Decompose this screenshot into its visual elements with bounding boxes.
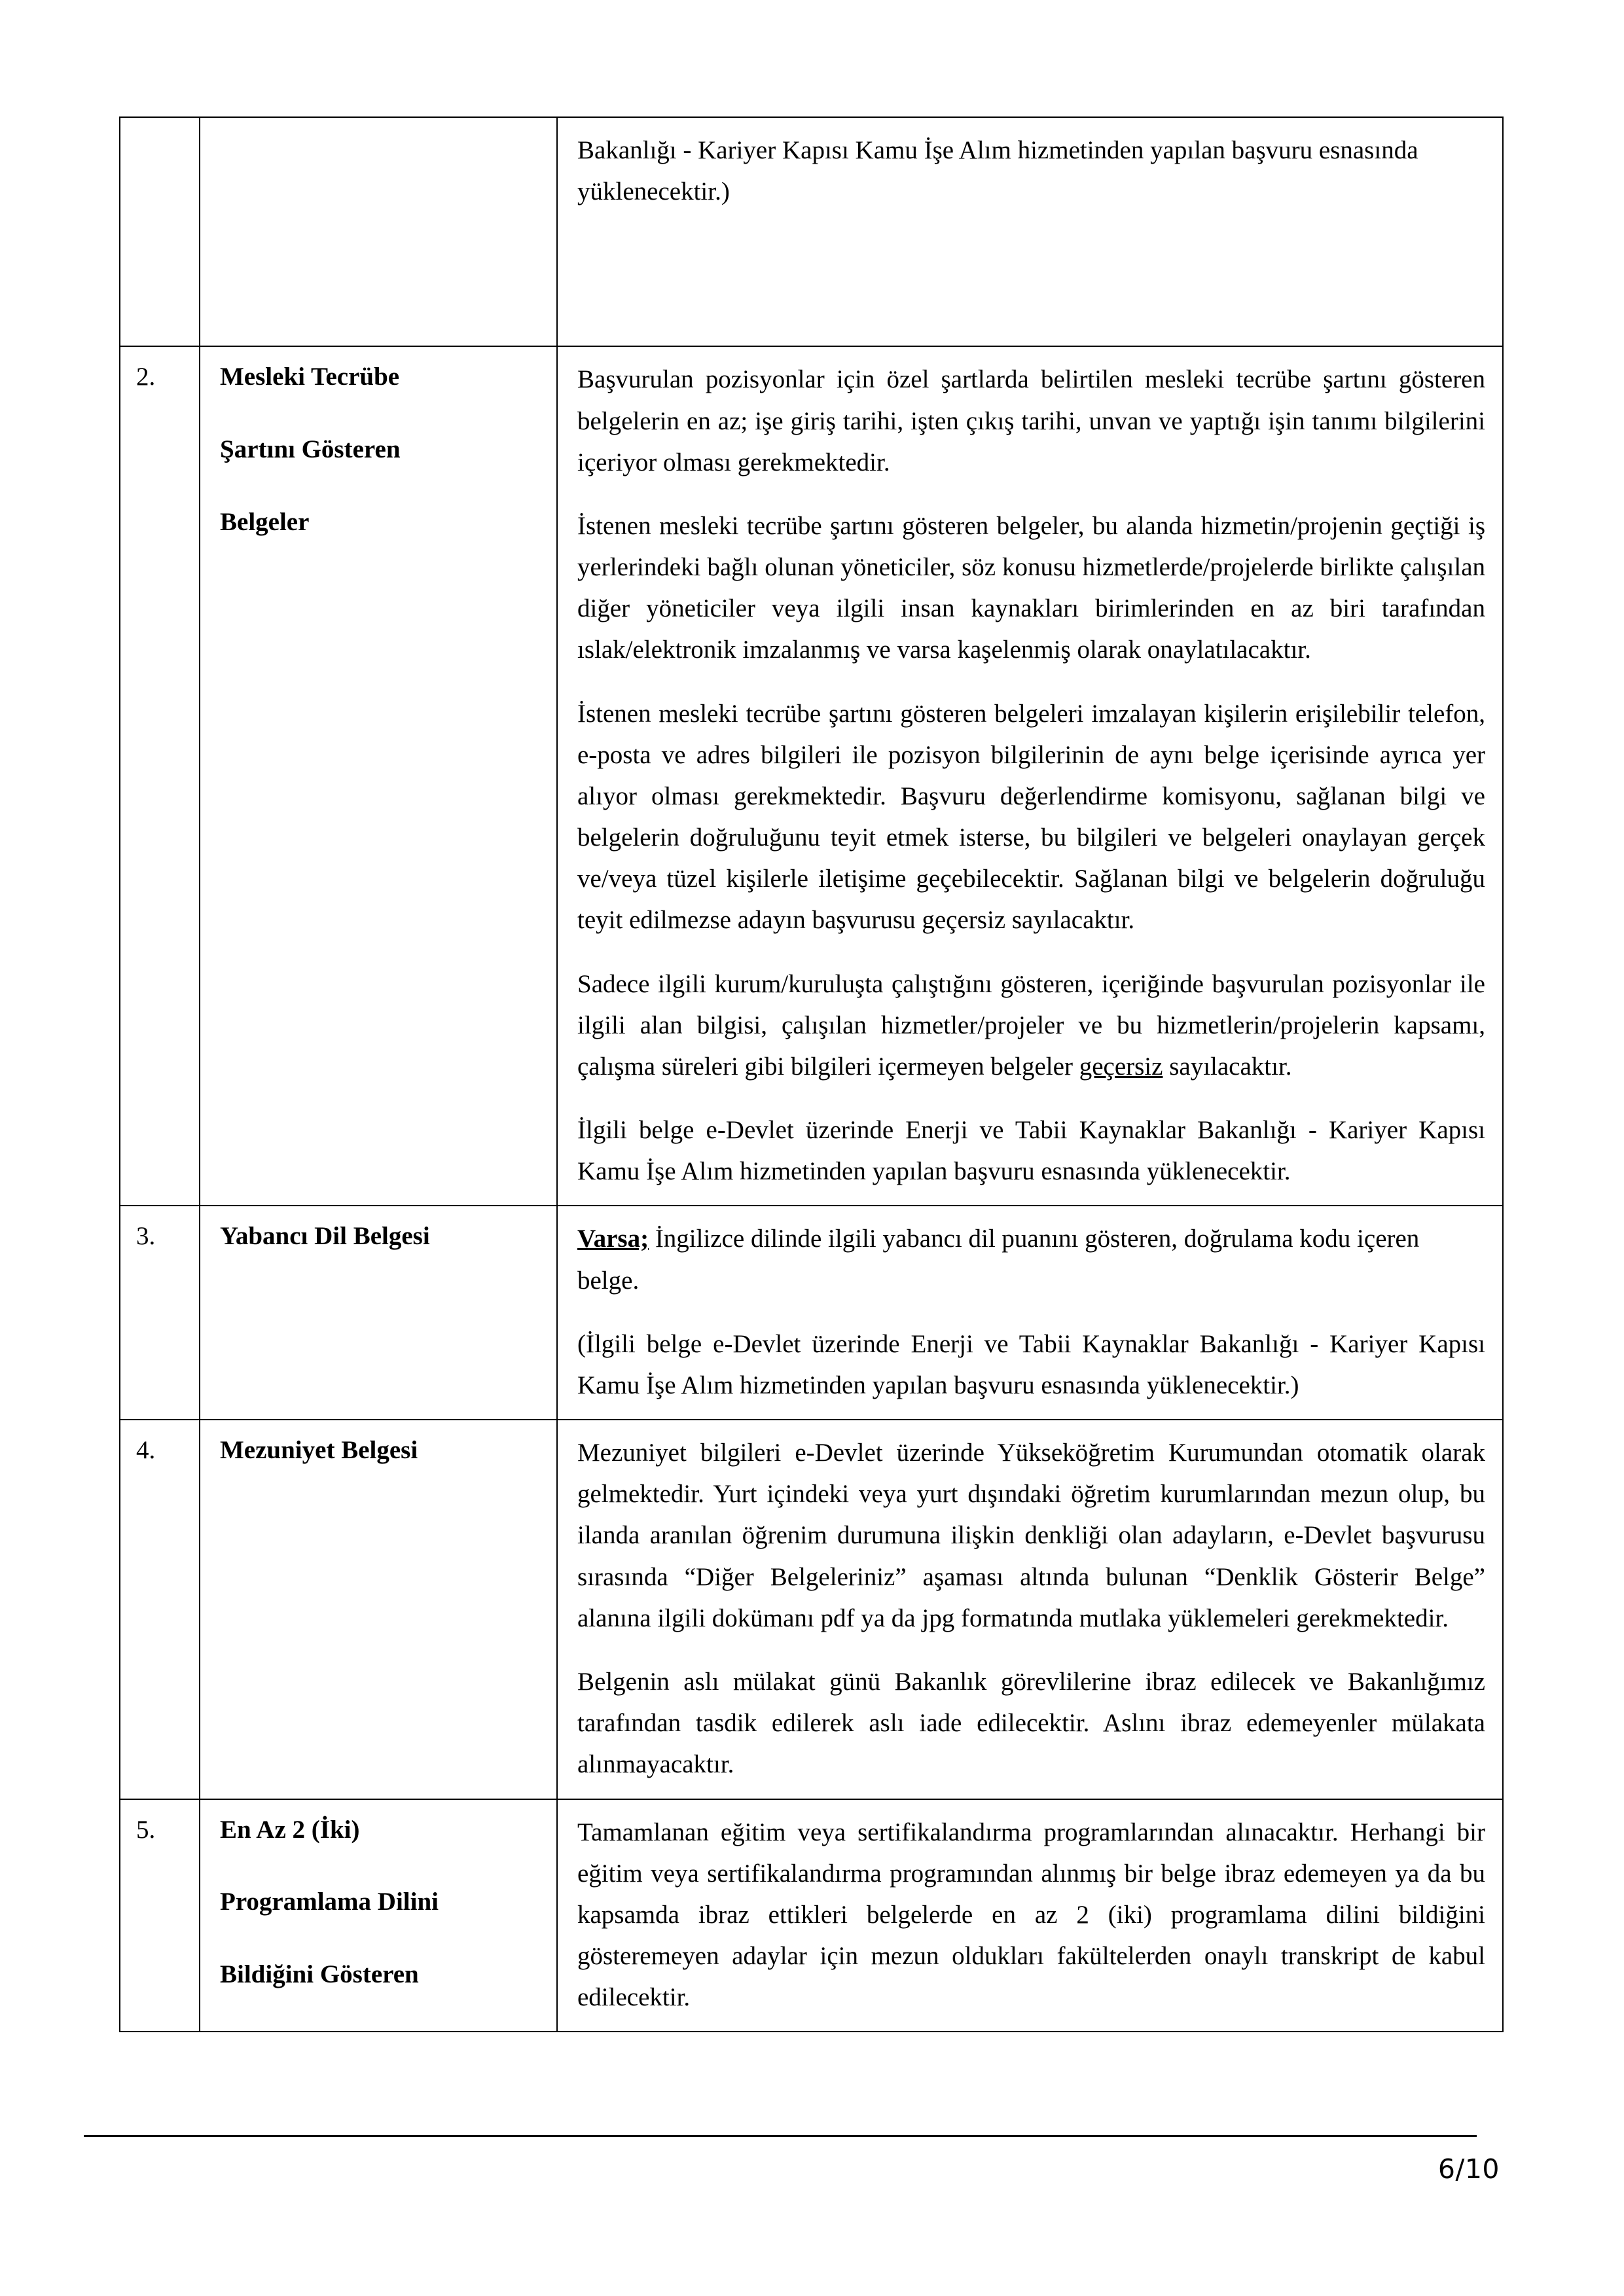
row-label-cell <box>200 1799 557 2032</box>
row-label <box>200 347 556 552</box>
paragraph: Mezuniyet bilgileri e-Devlet üzerinde Yükseköğretim Kurumundan otomatik olarak gelmektedir. Yurt içindeki veya yurt dışındaki öğretim kurumlarından mezun olup, bu ilanda aranılan öğrenim durumuna ilişkin denkliği olan adayların, e-Devlet başvurusu sırasında “Diğer Belgeleriniz” aşaması altında bulunan “Denklik Gösterir Belge” alanına ilgili dokümanı pdf ya da jpg formatında mutlaka yüklemeleri gerekmektedir. <box>577 1439 1485 1632</box>
paragraph-with-underline <box>577 963 1485 1088</box>
row-number <box>120 118 199 132</box>
row-number-cell <box>120 346 200 1206</box>
underlined-term: geçersiz <box>1079 1052 1163 1081</box>
row-label-line: Yabancı Dil Belgesi <box>220 1222 430 1251</box>
row-label <box>200 1800 556 2005</box>
text-run: İngilizce dilinde ilgili yabancı dil puanını gösteren, doğrulama kodu içeren belge. <box>577 1225 1420 1295</box>
row-body <box>558 347 1502 1205</box>
row-number: 3. <box>136 1222 156 1251</box>
row-body <box>558 1206 1502 1419</box>
table-row <box>120 1206 1503 1420</box>
row-number-cell <box>120 1206 200 1420</box>
row-body <box>558 1800 1502 2032</box>
paragraph: Tamamlanan eğitim veya sertifikalandırma programlarından alınacaktır. Herhangi bir eğitim veya sertifikalandırma programından alınmış bir belge ibraz edemeyen ya da bu kapsamda ibraz ettikleri belgelerde en az 2 (iki) programlama dilini bildiğini gösteremeyen adaylar için mezun oldukları fakültelerden onaylı transkript de kabul edilecektir. <box>577 1818 1485 2012</box>
paragraph: İlgili belge e-Devlet üzerinde Enerji ve Tabii Kaynaklar Bakanlığı - Kariyer Kapısı Kamu İşe Alım hizmetinden yapılan başvuru esnasında yüklenecektir. <box>577 1116 1485 1186</box>
row-body-cell <box>557 1420 1503 1799</box>
row-label-line: Belgeler <box>220 507 310 536</box>
paragraph: İstenen mesleki tecrübe şartını gösteren belgeleri imzalayan kişilerin erişilebilir telefon, e-posta ve adres bilgileri ile pozisyon bilgilerinin de aynı belge içerisinde ayrıca yer alıyor olması gerekmektedir. Başvuru değerlendirme komisyonu, sağlanan bilgi ve belgelerin doğruluğunu teyit etmek isterse, bu bilgileri ve belgeleri onaylayan gerçek ve/veya tüzel kişilerle iletişime geçebilecektir. Sağlanan bilgi ve belgelerin doğruluğu teyit edilmezse adayın başvurusu geçersiz sayılacaktır. <box>577 699 1485 935</box>
row-number-cell <box>120 1799 200 2032</box>
row-body-cell <box>557 117 1503 346</box>
paragraph: Belgenin aslı mülakat günü Bakanlık görevlilerine ibraz edilecek ve Bakanlığımız tarafından tasdik edilerek aslı iade edilecektir. Aslını ibraz edemeyenler mülakata alınmayacaktır. <box>577 1667 1485 1779</box>
row-label <box>200 1206 556 1267</box>
row-label-line: Programlama Dilini <box>220 1888 439 1916</box>
row-label-line: Şartını Gösteren <box>220 435 401 464</box>
row-label-line: Mezuniyet Belgesi <box>220 1436 418 1465</box>
row-label-cell <box>200 1420 557 1799</box>
cell-spacer <box>577 234 1485 332</box>
footer-divider <box>84 2135 1477 2137</box>
row-label-line: Mesleki Tecrübe <box>220 363 400 391</box>
row-number-cell <box>120 1420 200 1799</box>
paragraph-with-emphasis <box>577 1218 1485 1300</box>
row-body-cell <box>557 1799 1503 2032</box>
page-number: 6/10 <box>1437 2153 1500 2185</box>
row-number: 2. <box>136 363 156 391</box>
row-label-cell <box>200 1206 557 1420</box>
paragraph: (İlgili belge e-Devlet üzerinde Enerji ve Tabii Kaynaklar Bakanlığı - Kariyer Kapısı Kamu İşe Alım hizmetinden yapılan başvuru esnasında yüklenecektir.) <box>577 1329 1485 1399</box>
row-body-cell <box>557 1206 1503 1420</box>
text-run: sayılacaktır. <box>1163 1052 1292 1081</box>
row-number-cell <box>120 117 200 346</box>
emphasis-term: Varsa; <box>577 1225 649 1253</box>
table-row <box>120 1420 1503 1799</box>
row-label-cell <box>200 117 557 346</box>
requirements-table <box>119 117 1504 2032</box>
table-row <box>120 117 1503 346</box>
row-number: 4. <box>136 1436 156 1465</box>
row-body <box>558 118 1502 346</box>
row-body-cell <box>557 346 1503 1206</box>
paragraph: Başvurulan pozisyonlar için özel şartlarda belirtilen mesleki tecrübe şartını gösteren belgelerin en az; işe giriş tarihi, işten çıkış tarihi, unvan ve yaptığı işin tanımı bilgilerini içeriyor olması gerekmektedir. <box>577 365 1485 476</box>
paragraph: İstenen mesleki tecrübe şartını gösteren belgeler, bu alanda hizmetin/projenin geçtiği iş yerlerindeki bağlı olunan yöneticiler, söz konusu hizmetlerde/projelerde birlikte çalışılan diğer yöneticiler veya ilgili insan kaynakları birimlerinden en az biri tarafından ıslak/elektronik imzalanmış ve varsa kaşelenmiş olarak onaylatılacaktır. <box>577 511 1485 664</box>
row-label <box>200 118 556 147</box>
row-body <box>558 1420 1502 1798</box>
table-body <box>120 117 1503 2032</box>
row-label-cell <box>200 346 557 1206</box>
table-row <box>120 346 1503 1206</box>
row-label-line: En Az 2 (İki) <box>220 1815 360 1844</box>
paragraph: Bakanlığı - Kariyer Kapısı Kamu İşe Alım hizmetinden yapılan başvuru esnasında yüklenecektir.) <box>577 136 1418 206</box>
text-run: Sadece ilgili kurum/kuruluşta çalıştığını gösteren, içeriğinde başvurulan pozisyonlar ile ilgili alan bilgisi, çalışılan hizmetler/projeler ve bu hizmetlerin/projelerin kapsamı, çalışma süreleri gibi bilgileri içermeyen belgeler <box>577 969 1485 1081</box>
row-number: 5. <box>136 1815 156 1844</box>
table-row <box>120 1799 1503 2032</box>
row-label-line: Bildiğini Gösteren <box>220 1960 419 1988</box>
row-label <box>200 1420 556 1481</box>
